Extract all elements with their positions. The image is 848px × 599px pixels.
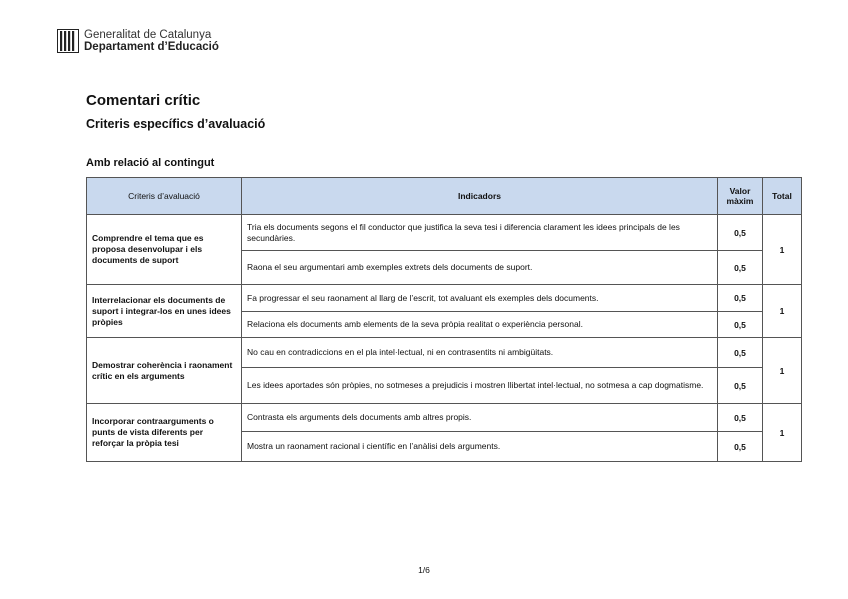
total-cell: 1: [763, 285, 802, 338]
criteria-table: [86, 177, 802, 462]
header-max-value-line1: Valor: [729, 186, 751, 196]
indicator-cell: Les idees aportades són pròpies, no sotmeses a prejudicis i mostren llibertat intel·lectual, no sotmesa a cap dogmatisme.: [242, 368, 718, 404]
indicator-cell: No cau en contradiccions en el pla intel·lectual, ni en contrasentits ni ambigüitats.: [242, 338, 718, 368]
organization-name: [84, 29, 219, 53]
page-number: 1/6: [418, 565, 430, 575]
value-cell: 0,5: [718, 432, 763, 462]
page-subtitle: Criteris específics d’avaluació: [86, 117, 266, 131]
indicator-cell: Tria els documents segons el fil conductor que justifica la seva tesi i diferencia clarament les idees principals de les secundàries.: [242, 215, 718, 251]
total-cell: 1: [763, 215, 802, 285]
value-cell: 0,5: [718, 285, 763, 312]
org-line-1: Generalitat de Catalunya: [84, 29, 212, 41]
table-row: [87, 285, 802, 312]
indicator-cell: Contrasta els arguments dels documents amb altres propis.: [242, 404, 718, 432]
value-cell: 0,5: [718, 312, 763, 338]
header-criteria: Criteris d’avaluació: [87, 178, 242, 215]
indicator-cell: Raona el seu argumentari amb exemples extrets dels documents de suport.: [242, 251, 718, 285]
table-header-row: [87, 178, 802, 215]
header-max-value: [718, 178, 763, 215]
generalitat-logo-icon: [57, 29, 79, 53]
indicator-cell: Relaciona els documents amb elements de la seva pròpia realitat o experiència personal.: [242, 312, 718, 338]
value-cell: 0,5: [718, 368, 763, 404]
header-total: Total: [763, 178, 802, 215]
total-cell: 1: [763, 338, 802, 404]
header-max-value-line2: màxim: [726, 196, 754, 206]
table-row: [87, 338, 802, 368]
indicator-cell: Fa progressar el seu raonament al llarg de l’escrit, tot avaluant els exemples dels documents.: [242, 285, 718, 312]
header-indicators: Indicadors: [242, 178, 718, 215]
criterion-cell: Comprendre el tema que es proposa desenvolupar i els documents de suport: [87, 215, 242, 285]
total-cell: 1: [763, 404, 802, 462]
table-row: [87, 215, 802, 251]
table-row: [87, 404, 802, 432]
value-cell: 0,5: [718, 338, 763, 368]
criterion-cell: Incorporar contraarguments o punts de vista diferents per reforçar la pròpia tesi: [87, 404, 242, 462]
letterhead: [57, 29, 219, 53]
value-cell: 0,5: [718, 404, 763, 432]
page-title: Comentari crític: [86, 92, 201, 109]
value-cell: 0,5: [718, 215, 763, 251]
org-line-2: Departament d’Educació: [84, 41, 219, 53]
indicator-cell: Mostra un raonament racional i científic en l’anàlisi dels arguments.: [242, 432, 718, 462]
value-cell: 0,5: [718, 251, 763, 285]
section-heading: Amb relació al contingut: [86, 157, 215, 169]
criterion-cell: Demostrar coherència i raonament crític en els arguments: [87, 338, 242, 404]
criterion-cell: Interrelacionar els documents de suport i integrar-los en unes idees pròpies: [87, 285, 242, 338]
